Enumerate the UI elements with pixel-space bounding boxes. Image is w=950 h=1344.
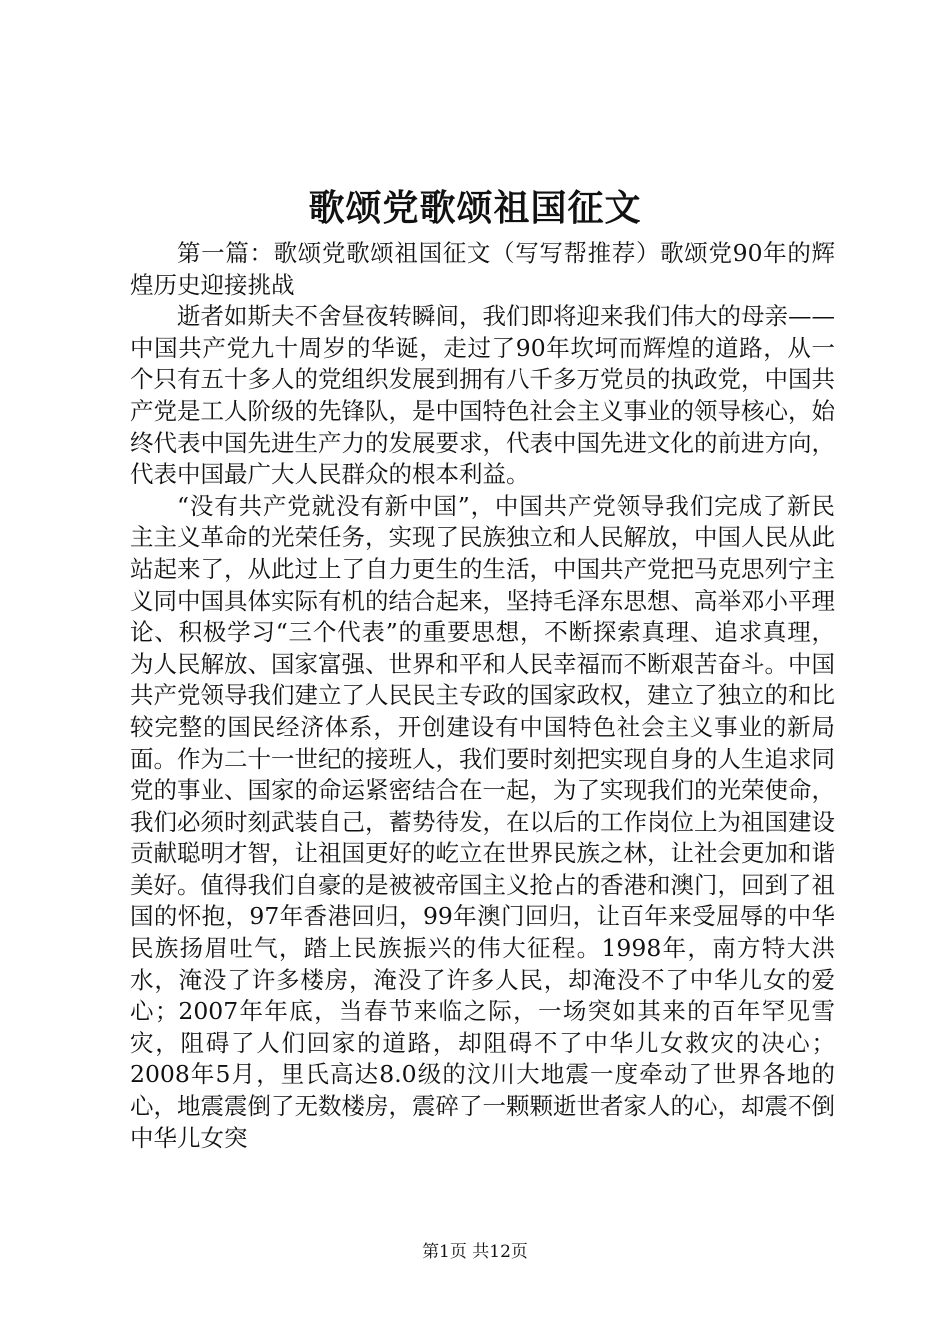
- paragraph-heading: 第一篇：歌颂党歌颂祖国征文（写写帮推荐）歌颂党90年的辉煌历史迎接挑战: [130, 239, 835, 299]
- page-footer: 第1页 共12页: [422, 1242, 528, 1262]
- document-title: 歌颂党歌颂祖国征文: [308, 187, 642, 229]
- paragraph: “没有共产党就没有新中国”，中国共产党领导我们完成了新民主主义革命的光荣任务，实现了民族独立和人民解放，中国人民从此站起来了，从此过上了自力更生的生活，中国共产党把马克思列宁主义同中国具体实际有机的结合起来，坚持毛泽东思想、高举邓小平理论、积极学习“三个代表”的重要思想，不断探索真理、追求真理，为人民解放、国家富强、世界和平和人民幸福而不断艰苦奋斗。中国共产党领导我们建立了人民民主专政的国家政权，建立了独立的和比较完整的国民经济体系，开创建设有中国特色社会主义事业的新局面。作为二十一世纪的接班人，我们要时刻把实现自身的人生追求同党的事业、国家的命运紧密结合在一起，为了实现我们的光荣使命，我们必须时刻武装自己，蓄势待发，在以后的工作岗位上为祖国建设贡献聪明才智，让祖国更好的屹立在世界民族之林，让社会更加和谐美好。值得我们自豪的是被被帝国主义抢占的香港和澳门，回到了祖国的怀抱，97年香港回归，99年澳门回归，让百年来受屈辱的中华民族扬眉吐气，踏上民族振兴的伟大征程。1998年，南方特大洪水，淹没了许多楼房，淹没了许多人民，却淹没不了中华儿女的爱心；2007年年底，当春节来临之际，一场突如其来的百年罕见雪灾，阻碍了人们回家的道路，却阻碍不了中华儿女救灾的决心；2008年5月，里氏高达8.0级的汶川大地震一度牵动了世界各地的心，地震震倒了无数楼房，震碎了一颗颗逝世者家人的心，却震不倒中华儿女突: [130, 491, 835, 1152]
- document-body: [130, 238, 835, 1154]
- paragraph: 逝者如斯夫不舍昼夜转瞬间，我们即将迎来我们伟大的母亲——中国共产党九十周岁的华诞，走过了90年坎坷而辉煌的道路，从一个只有五十多人的党组织发展到拥有八千多万党员的执政党，中国共产党是工人阶级的先锋队，是中国特色社会主义事业的领导核心，始终代表中国先进生产力的发展要求，代表中国先进文化的前进方向，代表中国最广大人民群众的根本利益。: [130, 302, 835, 489]
